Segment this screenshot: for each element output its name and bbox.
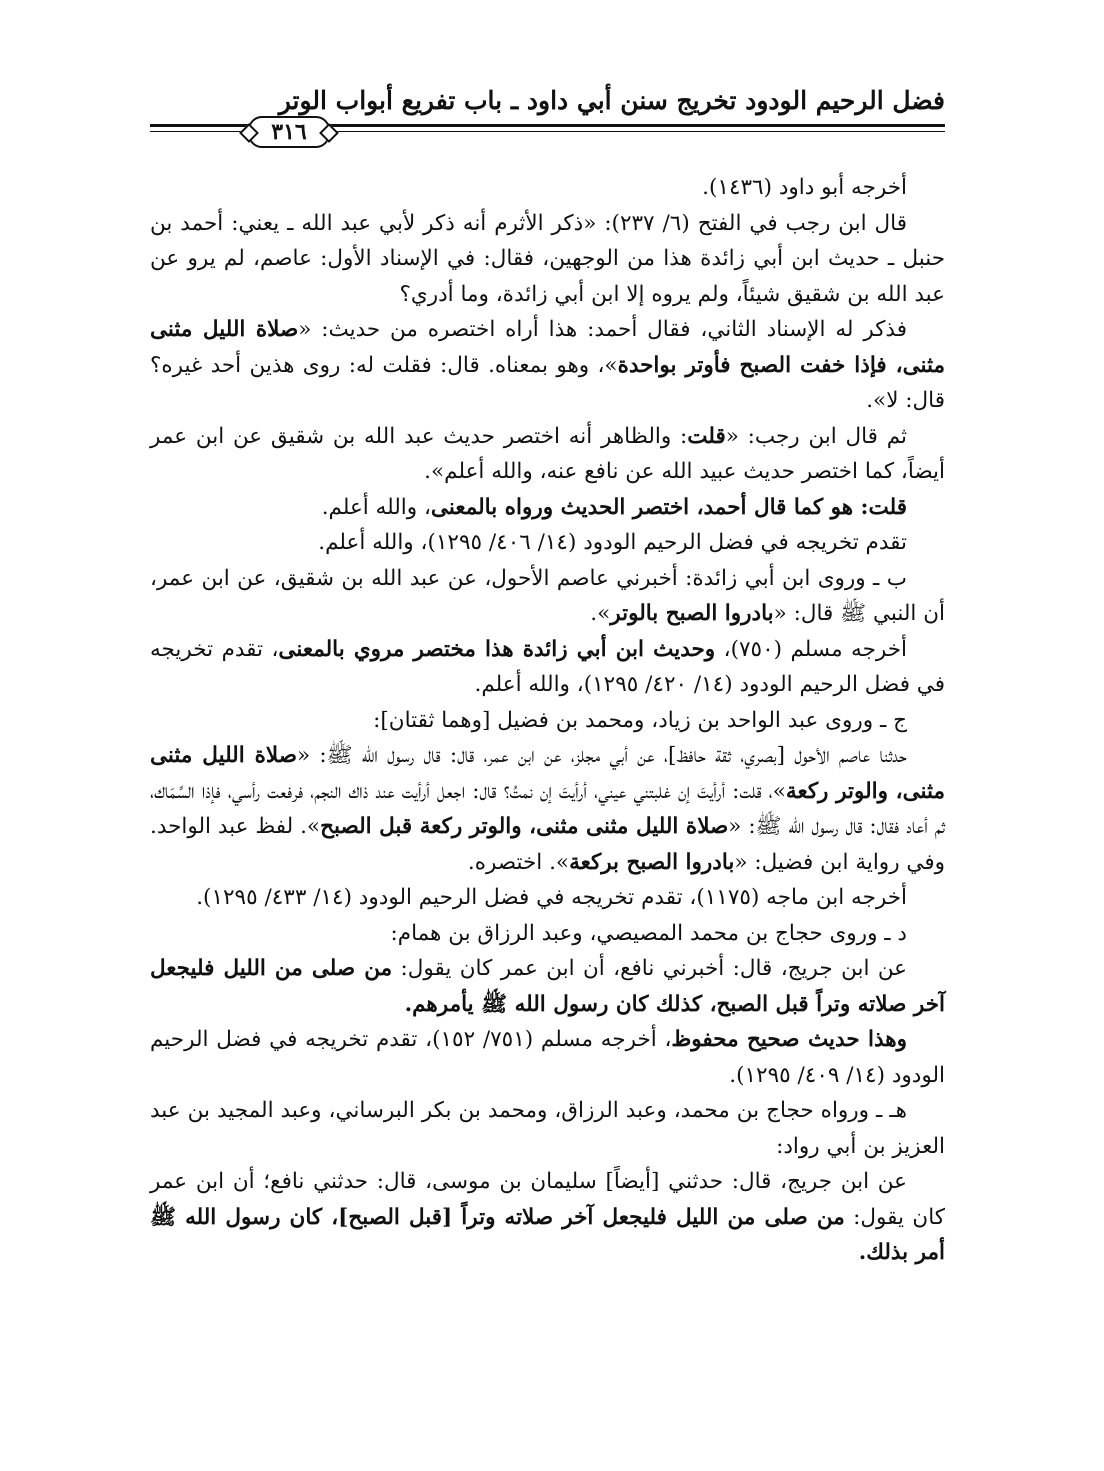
paragraph: ب ـ وروى ابن أبي زائدة: أخبرني عاصم الأحول، عن عبد الله بن شقيق، عن ابن عمر، أن النبي ﷺ قال: «بادروا الصبح بالوتر». [150, 565, 945, 626]
paragraph: أخرجه أبو داود (١٤٣٦). [702, 175, 907, 200]
body-text [150, 170, 945, 1271]
paragraph: أخرجه مسلم (٧٥٠)، وحديث ابن أبي زائدة هذا مختصر مروي بالمعنى، تقدم تخريجه في فضل الرحيم الودود (١٤/ ٤٢٠/ ١٢٩٥)، والله أعلم. [150, 636, 945, 697]
paragraph: ثم قال ابن رجب: «قلت: والظاهر أنه اختصر حديث عبد الله بن شقيق عن ابن عمر أيضاً، كما اختصر حديث عبيد الله عن نافع عنه، والله أعلم». [150, 423, 945, 484]
page-number-badge: ٣١٦ [248, 116, 330, 148]
running-header-title: فضل الرحيم الودود تخريج سنن أبي داود ـ باب تفريع أبواب الوتر [278, 86, 945, 115]
paragraph: قال ابن رجب في الفتح (٦/ ٢٣٧): «ذكر الأثرم أنه ذكر لأبي عبد الله ـ يعني: أحمد بن حنبل ـ حديث ابن أبي زائدة هذا من الوجهين، فقال: في الإسناد الأول: عاصم، لم يرو عن عبد الله بن شقيق شيئاً، ولم يروه إلا ابن أبي زائدة، وما أدري؟ [150, 210, 945, 307]
paragraph: وهذا حديث صحيح محفوظ، أخرجه مسلم (٧٥١/ ١٥٢)، تقدم تخريجه في فضل الرحيم الودود (١٤/ ٤٠٩/ ١٢٩٥). [150, 1027, 945, 1088]
paragraph: ج ـ وروى عبد الواحد بن زياد، ومحمد بن فضيل [وهما ثقتان]: [373, 707, 907, 733]
paragraph: تقدم تخريجه في فضل الرحيم الودود (١٤/ ٤٠٦/ ١٢٩٥)، والله أعلم. [318, 530, 907, 555]
paragraph: فذكر له الإسناد الثاني، فقال أحمد: هذا أراه اختصره من حديث: «صلاة الليل مثنى مثنى، فإذا خفت الصبح فأوتر بواحدة»، وهو بمعناه. قال: فقلت له: روى هذين أحد غيره؟ قال: لا». [150, 317, 945, 413]
paragraph: قلت: هو كما قال أحمد، اختصر الحديث ورواه بالمعنى، والله أعلم. [321, 494, 907, 520]
paragraph: د ـ وروى حجاج بن محمد المصيصي، وعبد الرزاق بن همام: [390, 920, 907, 946]
paragraph: عن ابن جريج، قال: حدثني [أيضاً] سليمان بن موسى، قال: حدثني نافع؛ أن ابن عمر كان يقول: من صلى من الليل فليجعل آخر صلاته وتراً [قبل الصبح]، كان رسول الله ﷺ أمر بذلك. [150, 1169, 946, 1265]
paragraph: حدثنا عاصم الأحول [بصري، ثقة حافظ]، عن أبي مجلز، عن ابن عمر، قال: قال رسول الله ﷺ: «صلاة الليل مثنى مثنى، والوتر ركعة»، قلت: أرأيتَ إن غلبتني عيني، أرأيتَ إن نمتُ؟ قال: اجعل أرأيت عند ذاك النجم، فرفعت رأسي، فإذا السِّمَاك، ثم أعاد فقال: قال رسول الله ﷺ: «صلاة الليل مثنى مثنى، والوتر ركعة قبل الصبح». لفظ عبد الواحد. وفي رواية ابن فضيل: «بادروا الصبح بركعة». اختصره. [150, 743, 945, 875]
paragraph: هـ ـ ورواه حجاج بن محمد، وعبد الرزاق، ومحمد بن بكر البرساني، وعبد المجيد بن عبد العزيز بن أبي رواد: [150, 1098, 945, 1159]
paragraph: أخرجه ابن ماجه (١١٧٥)، تقدم تخريجه في فضل الرحيم الودود (١٤/ ٤٣٣/ ١٢٩٥). [196, 885, 907, 910]
paragraph: عن ابن جريج، قال: أخبرني نافع، أن ابن عمر كان يقول: من صلى من الليل فليجعل آخر صلاته وتراً قبل الصبح، كذلك كان رسول الله ﷺ يأمرهم. [150, 956, 945, 1017]
